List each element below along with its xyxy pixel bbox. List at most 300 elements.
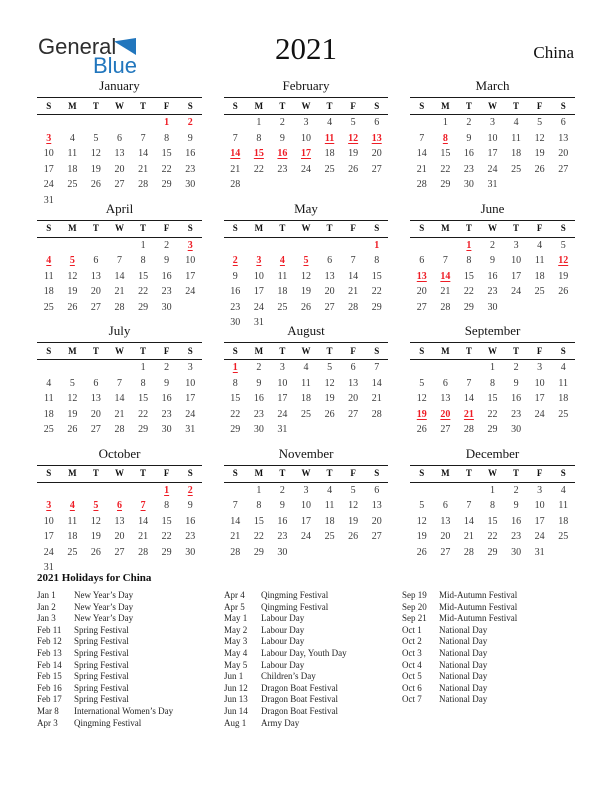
weekday-header: F bbox=[528, 220, 552, 238]
date-cell: 9 bbox=[256, 377, 262, 389]
date-cell: 20 bbox=[440, 531, 451, 542]
holiday-date: Oct 7 bbox=[402, 694, 422, 705]
date-cell: 17 bbox=[300, 515, 311, 527]
date-cell: 6 bbox=[116, 500, 122, 511]
date-cell: 5 bbox=[93, 500, 99, 511]
weekday-header: T bbox=[84, 220, 108, 238]
holiday-date: Apr 5 bbox=[224, 601, 245, 612]
empty-cell bbox=[434, 238, 458, 254]
date-cell: 16 bbox=[161, 270, 172, 282]
weekday-header: F bbox=[341, 97, 365, 115]
date-cell: 27 bbox=[324, 301, 335, 313]
month-march bbox=[410, 78, 575, 201]
date-cell: 4 bbox=[46, 377, 52, 389]
date-cell: 11 bbox=[67, 148, 78, 159]
date-cell: 29 bbox=[440, 179, 451, 190]
empty-cell bbox=[84, 238, 108, 254]
date-cell: 24 bbox=[185, 408, 196, 420]
date-cell: 21 bbox=[348, 286, 359, 297]
holiday-name: National Day bbox=[439, 659, 488, 670]
empty-cell bbox=[434, 360, 458, 376]
date-cell: 14 bbox=[138, 148, 149, 159]
date-cell: 11 bbox=[558, 377, 569, 389]
empty-cell bbox=[457, 360, 481, 376]
date-cell: 6 bbox=[374, 117, 380, 128]
weekday-header: T bbox=[504, 342, 528, 360]
date-cell: 9 bbox=[279, 500, 285, 511]
date-cell: 7 bbox=[350, 255, 356, 266]
date-cell: 4 bbox=[327, 117, 333, 128]
holiday-name: Children’s Day bbox=[261, 671, 316, 682]
empty-cell bbox=[365, 422, 389, 438]
date-cell: 4 bbox=[303, 362, 309, 373]
date-cell: 1 bbox=[232, 362, 238, 373]
date-cell: 14 bbox=[416, 148, 427, 159]
weekday-header: F bbox=[341, 220, 365, 238]
date-cell: 20 bbox=[114, 531, 125, 542]
date-cell: 8 bbox=[489, 500, 495, 511]
date-cell: 5 bbox=[537, 117, 543, 128]
month-title: August bbox=[287, 323, 325, 338]
weekday-header: T bbox=[504, 220, 528, 238]
date-cell: 15 bbox=[463, 270, 474, 282]
holiday-row bbox=[37, 602, 224, 614]
date-cell: 3 bbox=[303, 484, 309, 496]
weekday-header: W bbox=[108, 97, 132, 115]
date-cell: 28 bbox=[114, 301, 125, 313]
date-cell: 19 bbox=[300, 286, 311, 297]
date-cell: 11 bbox=[43, 270, 54, 282]
date-cell: 24 bbox=[487, 163, 498, 175]
date-cell: 26 bbox=[348, 531, 359, 542]
date-cell: 17 bbox=[277, 393, 288, 404]
date-cell: 31 bbox=[185, 424, 196, 435]
holiday-row bbox=[37, 625, 224, 637]
date-cell: 22 bbox=[253, 531, 264, 542]
date-cell: 2 bbox=[256, 362, 262, 373]
date-cell: 25 bbox=[558, 408, 569, 420]
empty-cell bbox=[318, 177, 342, 193]
date-cell: 10 bbox=[534, 500, 545, 511]
holiday-row bbox=[37, 613, 224, 625]
holiday-row bbox=[402, 671, 577, 683]
date-cell: 27 bbox=[371, 163, 382, 175]
date-cell: 4 bbox=[279, 255, 285, 266]
weekday-header: W bbox=[108, 465, 132, 483]
weekday-header: T bbox=[318, 465, 342, 483]
holidays-title: 2021 Holidays for China bbox=[37, 572, 152, 584]
date-cell: 26 bbox=[416, 424, 427, 435]
date-cell: 31 bbox=[534, 546, 545, 558]
date-cell: 6 bbox=[419, 255, 425, 266]
holiday-date: Mar 8 bbox=[37, 705, 59, 716]
date-cell: 13 bbox=[324, 270, 335, 282]
holiday-date: Jun 14 bbox=[224, 705, 248, 716]
date-cell: 22 bbox=[253, 163, 264, 175]
holiday-name: Qingming Festival bbox=[261, 590, 329, 600]
date-cell: 3 bbox=[46, 500, 52, 511]
date-cell: 29 bbox=[463, 301, 474, 313]
empty-cell bbox=[318, 422, 342, 438]
date-cell: 5 bbox=[69, 255, 75, 266]
date-cell: 16 bbox=[185, 515, 196, 527]
holidays-columns bbox=[37, 590, 577, 729]
holiday-name: Labour Day bbox=[261, 659, 305, 670]
date-cell: 8 bbox=[256, 132, 262, 144]
holiday-row bbox=[402, 683, 577, 695]
holiday-name: Spring Festival bbox=[74, 694, 129, 705]
weekday-header: T bbox=[271, 465, 295, 483]
date-cell: 3 bbox=[513, 239, 519, 251]
date-cell: 10 bbox=[277, 377, 288, 389]
date-cell: 4 bbox=[513, 117, 519, 128]
date-cell: 10 bbox=[300, 132, 311, 144]
holiday-name: Labour Day bbox=[261, 613, 305, 624]
date-cell: 14 bbox=[371, 377, 382, 389]
date-cell: 23 bbox=[511, 408, 522, 420]
weekday-header: S bbox=[178, 97, 202, 115]
month-title: March bbox=[475, 78, 510, 93]
date-cell: 26 bbox=[534, 163, 545, 175]
empty-cell bbox=[37, 115, 61, 131]
date-cell: 13 bbox=[558, 132, 569, 144]
month-june bbox=[410, 201, 575, 324]
date-cell: 5 bbox=[419, 377, 425, 389]
logo-text-blue: Blue bbox=[93, 53, 138, 78]
date-cell: 30 bbox=[511, 546, 522, 558]
date-cell: 3 bbox=[256, 255, 262, 266]
date-cell: 12 bbox=[67, 393, 78, 404]
weekday-header: T bbox=[457, 97, 481, 115]
holiday-date: Jan 3 bbox=[37, 613, 56, 624]
empty-cell bbox=[410, 360, 434, 376]
date-cell: 29 bbox=[161, 179, 172, 190]
holiday-name: Spring Festival bbox=[74, 624, 129, 635]
date-cell: 26 bbox=[67, 424, 78, 435]
date-cell: 31 bbox=[487, 179, 498, 190]
holiday-date: May 2 bbox=[224, 624, 248, 635]
date-cell: 31 bbox=[277, 424, 288, 435]
weekday-header: S bbox=[224, 465, 248, 483]
date-cell: 18 bbox=[67, 163, 78, 175]
date-cell: 27 bbox=[416, 301, 427, 313]
date-cell: 2 bbox=[513, 484, 519, 496]
date-cell: 6 bbox=[442, 377, 448, 389]
date-cell: 20 bbox=[440, 408, 451, 420]
holiday-date: Oct 1 bbox=[402, 624, 422, 635]
date-cell: 4 bbox=[560, 362, 566, 373]
months-grid bbox=[37, 78, 575, 573]
date-cell: 18 bbox=[534, 270, 545, 282]
date-cell: 27 bbox=[90, 301, 101, 313]
date-cell: 18 bbox=[511, 148, 522, 159]
weekday-header: S bbox=[37, 342, 61, 360]
date-cell: 19 bbox=[416, 408, 427, 420]
month-title: May bbox=[294, 200, 318, 216]
date-cell: 7 bbox=[466, 377, 472, 389]
holiday-name: National Day bbox=[439, 682, 488, 693]
date-cell: 9 bbox=[513, 500, 519, 511]
date-cell: 8 bbox=[374, 255, 380, 266]
weekday-header: S bbox=[224, 220, 248, 238]
date-cell: 23 bbox=[185, 531, 196, 542]
date-cell: 20 bbox=[114, 163, 125, 175]
weekday-header: W bbox=[294, 97, 318, 115]
weekday-header: T bbox=[504, 97, 528, 115]
date-cell: 5 bbox=[350, 117, 356, 128]
date-cell: 3 bbox=[537, 484, 543, 496]
weekday-header: S bbox=[410, 220, 434, 238]
empty-cell bbox=[294, 422, 318, 438]
weekday-header: M bbox=[247, 220, 271, 238]
date-cell: 14 bbox=[230, 515, 241, 527]
weekday-header: S bbox=[410, 97, 434, 115]
date-cell: 7 bbox=[374, 362, 380, 373]
page-title-year: 2021 bbox=[275, 31, 337, 66]
date-cell: 1 bbox=[442, 117, 448, 128]
weekday-header: T bbox=[84, 97, 108, 115]
weekday-header: M bbox=[434, 220, 458, 238]
date-cell: 31 bbox=[43, 194, 54, 206]
date-cell: 14 bbox=[114, 393, 125, 404]
empty-cell bbox=[410, 483, 434, 499]
weekday-header: F bbox=[341, 465, 365, 483]
empty-cell bbox=[178, 300, 202, 316]
date-cell: 2 bbox=[164, 239, 170, 251]
date-cell: 1 bbox=[164, 117, 170, 128]
date-cell: 7 bbox=[116, 377, 122, 389]
holiday-column bbox=[37, 590, 224, 729]
weekday-header: W bbox=[108, 342, 132, 360]
weekday-header: S bbox=[551, 97, 575, 115]
weekday-header: T bbox=[457, 465, 481, 483]
weekday-header: W bbox=[294, 465, 318, 483]
month-table bbox=[224, 465, 389, 561]
holiday-date: May 5 bbox=[224, 659, 248, 670]
date-cell: 20 bbox=[371, 148, 382, 159]
weekday-header: M bbox=[61, 465, 85, 483]
empty-cell bbox=[224, 483, 248, 499]
date-cell: 11 bbox=[301, 377, 311, 389]
month-title: January bbox=[99, 78, 140, 93]
holiday-name: National Day bbox=[439, 671, 488, 682]
weekday-header: M bbox=[61, 97, 85, 115]
empty-cell bbox=[341, 177, 365, 193]
date-cell: 3 bbox=[489, 117, 495, 128]
empty-cell bbox=[61, 238, 85, 254]
date-cell: 2 bbox=[187, 117, 193, 128]
date-cell: 17 bbox=[185, 270, 196, 282]
page-header bbox=[37, 30, 575, 80]
date-cell: 11 bbox=[324, 132, 335, 144]
date-cell: 13 bbox=[371, 132, 382, 144]
date-cell: 21 bbox=[138, 531, 149, 542]
date-cell: 14 bbox=[463, 515, 474, 527]
holiday-row bbox=[224, 694, 402, 706]
weekday-header: M bbox=[61, 342, 85, 360]
date-cell: 26 bbox=[348, 163, 359, 175]
empty-cell bbox=[434, 483, 458, 499]
date-cell: 8 bbox=[489, 377, 495, 389]
date-cell: 18 bbox=[43, 408, 54, 420]
holiday-date: Apr 3 bbox=[37, 717, 58, 728]
holiday-date: Feb 15 bbox=[37, 671, 62, 682]
date-cell: 11 bbox=[324, 500, 335, 511]
empty-cell bbox=[551, 300, 575, 316]
date-cell: 16 bbox=[277, 148, 288, 159]
date-cell: 21 bbox=[371, 393, 382, 404]
empty-cell bbox=[37, 360, 61, 376]
date-cell: 24 bbox=[253, 301, 264, 313]
holiday-date: May 4 bbox=[224, 647, 248, 658]
weekday-header: S bbox=[178, 465, 202, 483]
holiday-row bbox=[224, 636, 402, 648]
date-cell: 6 bbox=[350, 362, 356, 373]
weekday-header: T bbox=[318, 220, 342, 238]
date-cell: 22 bbox=[138, 286, 149, 297]
date-cell: 13 bbox=[114, 515, 125, 527]
weekday-header: W bbox=[481, 220, 505, 238]
date-cell: 25 bbox=[511, 163, 522, 175]
empty-cell bbox=[271, 238, 295, 254]
weekday-header: T bbox=[131, 465, 155, 483]
date-cell: 14 bbox=[348, 270, 359, 282]
holiday-date: Oct 2 bbox=[402, 636, 422, 647]
date-cell: 10 bbox=[43, 148, 54, 159]
date-cell: 12 bbox=[558, 255, 569, 266]
holiday-name: Spring Festival bbox=[74, 636, 129, 647]
date-cell: 17 bbox=[43, 531, 54, 542]
date-cell: 24 bbox=[534, 531, 545, 542]
date-cell: 18 bbox=[558, 393, 569, 404]
holiday-row bbox=[224, 683, 402, 695]
date-cell: 16 bbox=[463, 148, 474, 159]
empty-cell bbox=[341, 422, 365, 438]
date-cell: 25 bbox=[300, 408, 311, 420]
date-cell: 1 bbox=[489, 484, 495, 496]
weekday-header: M bbox=[61, 220, 85, 238]
date-cell: 24 bbox=[43, 179, 54, 190]
weekday-header: S bbox=[37, 465, 61, 483]
holiday-row bbox=[402, 602, 577, 614]
date-cell: 19 bbox=[416, 531, 427, 542]
weekday-header: T bbox=[131, 220, 155, 238]
date-cell: 13 bbox=[348, 377, 359, 389]
holiday-name: Spring Festival bbox=[74, 671, 129, 682]
date-cell: 4 bbox=[69, 132, 75, 144]
date-cell: 19 bbox=[90, 163, 101, 175]
date-cell: 17 bbox=[511, 270, 522, 282]
weekday-header: S bbox=[365, 97, 389, 115]
date-cell: 2 bbox=[466, 117, 472, 128]
date-cell: 25 bbox=[324, 163, 335, 175]
date-cell: 24 bbox=[300, 163, 311, 175]
weekday-header: F bbox=[155, 97, 179, 115]
logo-text-general: General bbox=[38, 34, 117, 59]
holiday-name: Labour Day, Youth Day bbox=[261, 647, 347, 658]
month-title: June bbox=[480, 200, 505, 216]
date-cell: 12 bbox=[416, 515, 427, 527]
date-cell: 23 bbox=[277, 531, 288, 542]
weekday-header: T bbox=[131, 97, 155, 115]
weekday-header: S bbox=[224, 97, 248, 115]
date-cell: 16 bbox=[185, 148, 196, 159]
month-october bbox=[37, 445, 202, 573]
date-cell: 15 bbox=[161, 515, 172, 527]
date-cell: 21 bbox=[463, 408, 474, 420]
month-august bbox=[224, 323, 389, 446]
date-cell: 26 bbox=[67, 301, 78, 313]
holiday-date: Apr 4 bbox=[224, 590, 245, 600]
weekday-header: W bbox=[481, 465, 505, 483]
date-cell: 2 bbox=[489, 239, 495, 251]
holiday-date: Jan 2 bbox=[37, 601, 56, 612]
date-cell: 13 bbox=[90, 270, 101, 282]
month-title: September bbox=[464, 323, 521, 338]
date-cell: 25 bbox=[558, 531, 569, 542]
date-cell: 1 bbox=[374, 239, 380, 251]
date-cell: 17 bbox=[534, 393, 545, 404]
date-cell: 28 bbox=[463, 546, 474, 558]
holiday-name: National Day bbox=[439, 624, 488, 635]
date-cell: 19 bbox=[534, 148, 545, 159]
month-may bbox=[224, 200, 389, 328]
weekday-header: T bbox=[318, 97, 342, 115]
date-cell: 16 bbox=[277, 515, 288, 527]
weekday-header: S bbox=[410, 465, 434, 483]
date-cell: 30 bbox=[161, 424, 172, 435]
date-cell: 25 bbox=[67, 546, 78, 558]
date-cell: 5 bbox=[560, 239, 566, 251]
date-cell: 14 bbox=[114, 270, 125, 282]
holiday-name: Mid-Autumn Festival bbox=[439, 590, 518, 600]
date-cell: 12 bbox=[67, 270, 78, 282]
empty-cell bbox=[528, 177, 552, 193]
date-cell: 17 bbox=[43, 163, 54, 175]
holiday-date: Oct 5 bbox=[402, 671, 422, 682]
holiday-date: Feb 12 bbox=[37, 636, 62, 647]
month-title: April bbox=[105, 200, 134, 216]
date-cell: 27 bbox=[440, 546, 451, 558]
date-cell: 20 bbox=[90, 408, 101, 420]
date-cell: 12 bbox=[300, 270, 311, 282]
date-cell: 28 bbox=[440, 301, 451, 313]
date-cell: 13 bbox=[416, 270, 427, 282]
month-table bbox=[37, 97, 202, 208]
date-cell: 20 bbox=[371, 515, 382, 527]
date-cell: 16 bbox=[230, 286, 241, 297]
date-cell: 4 bbox=[560, 484, 566, 496]
weekday-header: T bbox=[457, 220, 481, 238]
date-cell: 9 bbox=[164, 377, 170, 389]
holiday-name: Dragon Boat Festival bbox=[261, 694, 338, 705]
date-cell: 25 bbox=[324, 531, 335, 542]
holiday-row bbox=[224, 625, 402, 637]
empty-cell bbox=[84, 115, 108, 131]
holiday-date: Feb 16 bbox=[37, 682, 62, 693]
date-cell: 28 bbox=[416, 179, 427, 190]
weekday-header: W bbox=[481, 97, 505, 115]
date-cell: 19 bbox=[324, 393, 335, 404]
month-table bbox=[37, 342, 202, 438]
date-cell: 28 bbox=[230, 546, 241, 558]
date-cell: 25 bbox=[534, 286, 545, 297]
holiday-date: Feb 13 bbox=[37, 647, 62, 658]
holiday-name: New Year’s Day bbox=[74, 601, 134, 612]
holiday-name: National Day bbox=[439, 694, 488, 705]
date-cell: 4 bbox=[537, 239, 543, 251]
date-cell: 5 bbox=[419, 500, 425, 511]
